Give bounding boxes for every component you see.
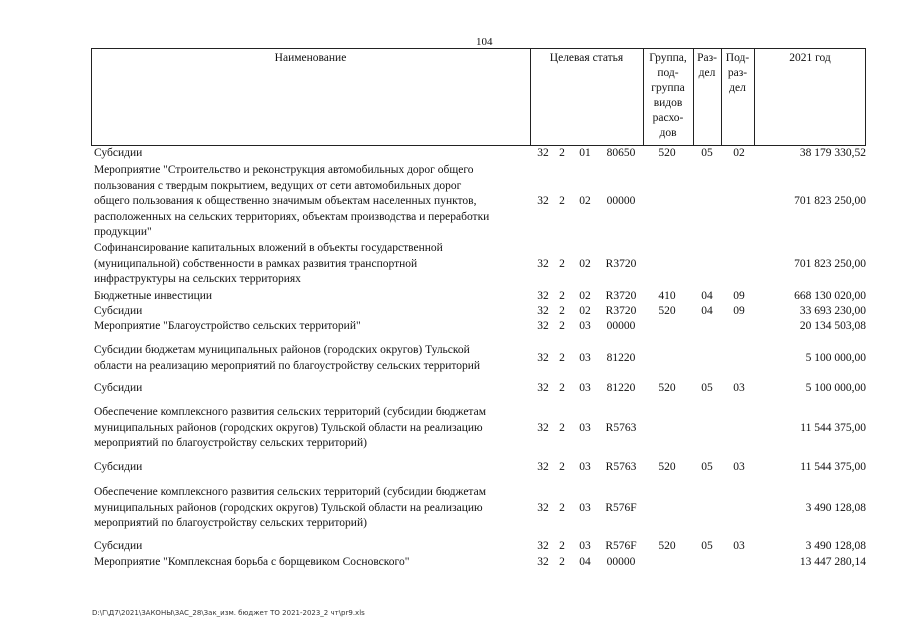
- file-path: D:\Г\Д7\2021\ЗАКОНЫ\ЗАС_28\Зак_изм. бюджет ТО 2021-2023_2 чт\pr9.xls: [92, 609, 365, 617]
- header-year: 2021 год: [789, 52, 831, 64]
- cell-c2: 2: [559, 320, 565, 332]
- cell-grp: 410: [658, 290, 676, 302]
- row-name-line: (муниципальной) собственности в рамках развития транспортной: [94, 257, 418, 270]
- row-name: [94, 405, 524, 452]
- row-name-line: инфраструктуры на сельских территориях: [94, 273, 301, 285]
- cell-c4: 81220: [606, 382, 636, 394]
- cell-c1: 32: [537, 305, 549, 317]
- header-name: Наименование: [274, 52, 347, 64]
- row-name: [94, 304, 524, 320]
- table-row: [91, 163, 866, 241]
- cell-c4: 00000: [606, 195, 636, 207]
- row-name-line: Субсидии: [94, 382, 143, 394]
- header-line: расхо-: [652, 112, 684, 124]
- cell-c4: R5763: [605, 421, 637, 434]
- cell-sub: 03: [733, 461, 745, 473]
- row-name-line: расположенных на сельских территориях, объектам производства и переработки: [94, 210, 490, 223]
- cell-amount: 33 693 230,00: [799, 305, 866, 317]
- cell-c2: 2: [559, 305, 565, 317]
- cell-c3: 02: [579, 257, 591, 270]
- cell-c1: 32: [537, 556, 549, 568]
- cell-sec: 05: [701, 147, 713, 159]
- cell-c4: R3720: [605, 290, 637, 302]
- cell-c2: 2: [559, 421, 565, 434]
- cell-grp: 520: [658, 540, 676, 552]
- cell-sec: 05: [701, 382, 713, 394]
- cell-amount: 701 823 250,00: [794, 257, 866, 270]
- row-name-line: Бюджетные инвестиции: [94, 290, 213, 302]
- cell-c4: 81220: [606, 351, 636, 364]
- cell-c4: R576F: [605, 540, 637, 552]
- row-name: [94, 381, 524, 397]
- cell-c1: 32: [537, 501, 549, 514]
- cell-c3: 02: [579, 290, 591, 302]
- cell-c1: 32: [537, 147, 549, 159]
- cell-c2: 2: [559, 461, 565, 473]
- cell-sub: 09: [733, 305, 745, 317]
- cell-c3: 02: [579, 305, 591, 317]
- header-line: Группа,: [649, 52, 687, 64]
- header-line: дел: [729, 82, 746, 94]
- row-name: [94, 146, 524, 162]
- table-row: [91, 241, 866, 288]
- header-section: [693, 51, 721, 81]
- row-name: [94, 555, 524, 571]
- header-line: видов: [653, 97, 683, 109]
- row-name-line: общего пользования к общественно значимым объектам населенных пунктов,: [94, 195, 477, 207]
- row-name-line: Субсидии: [94, 461, 143, 473]
- cell-c3: 03: [579, 540, 591, 552]
- cell-grp: 520: [658, 305, 676, 317]
- cell-c3: 01: [579, 147, 591, 159]
- cell-sec: 04: [701, 305, 713, 317]
- cell-amount: 5 100 000,00: [805, 351, 866, 364]
- cell-c1: 32: [537, 540, 549, 552]
- cell-c1: 32: [537, 421, 549, 434]
- row-name-line: Субсидии: [94, 540, 143, 552]
- header-line: дел: [698, 67, 716, 79]
- cell-amount: 5 100 000,00: [805, 382, 866, 394]
- cell-c1: 32: [537, 351, 549, 364]
- row-name: [94, 485, 524, 532]
- row-name: [94, 343, 524, 374]
- cell-grp: 520: [658, 147, 676, 159]
- header-line: группа: [651, 82, 685, 94]
- table-row: [91, 485, 866, 532]
- cell-c2: 2: [559, 540, 565, 552]
- cell-c2: 2: [559, 147, 565, 159]
- header-subsection: [721, 51, 754, 96]
- cell-c2: 2: [559, 556, 565, 568]
- table-row: [91, 555, 866, 571]
- table-row: [91, 539, 866, 555]
- cell-grp: 520: [658, 382, 676, 394]
- row-name: [94, 241, 524, 288]
- cell-c4: 00000: [606, 556, 636, 568]
- cell-amount: 11 544 375,00: [800, 461, 866, 473]
- table-row: [91, 460, 866, 476]
- row-name-line: Мероприятие "Благоустройство сельских территорий": [94, 320, 361, 332]
- row-name-line: Субсидии: [94, 147, 143, 159]
- row-name-line: Мероприятие "Комплексная борьба с борщевиком Сосновского": [94, 556, 410, 568]
- cell-c4: 00000: [606, 320, 636, 332]
- cell-amount: 3 490 128,08: [805, 501, 866, 514]
- cell-grp: 520: [658, 461, 676, 473]
- cell-amount: 701 823 250,00: [794, 195, 866, 207]
- cell-c3: 03: [579, 320, 591, 332]
- cell-c4: 80650: [606, 147, 636, 159]
- row-name-line: области на реализацию мероприятий по благоустройству сельских территорий: [94, 359, 481, 372]
- cell-amount: 13 447 280,14: [799, 556, 866, 568]
- header-line: Под-: [725, 52, 750, 64]
- table-row: [91, 343, 866, 374]
- row-name-line: Софинансирование капитальных вложений в объекты государственной: [94, 242, 443, 254]
- cell-sub: 09: [733, 290, 745, 302]
- row-name-line: Мероприятие "Строительство и реконструкция автомобильных дорог общего: [94, 164, 474, 176]
- cell-c4: R3720: [605, 305, 637, 317]
- cell-c2: 2: [559, 351, 565, 364]
- table-row: [91, 304, 866, 320]
- table-row: [91, 289, 866, 305]
- row-name: [94, 163, 524, 241]
- cell-sec: 05: [701, 461, 713, 473]
- table-row: [91, 319, 866, 335]
- row-name-line: пользования с твердым покрытием, ведущих от сети автомобильных дорог: [94, 179, 462, 192]
- cell-c3: 03: [579, 501, 591, 514]
- header-line: под-: [657, 67, 679, 79]
- row-name: [94, 460, 524, 476]
- cell-amount: 11 544 375,00: [800, 421, 866, 434]
- header-target: Целевая статья: [549, 52, 624, 64]
- row-name-line: продукции": [94, 226, 152, 238]
- cell-c3: 03: [579, 421, 591, 434]
- cell-amount: 3 490 128,08: [805, 540, 866, 552]
- header-line: раз-: [727, 67, 748, 79]
- cell-c4: R576F: [605, 501, 637, 514]
- row-name-line: Обеспечение комплексного развития сельских территорий (субсидии бюджетам: [94, 486, 486, 498]
- cell-c3: 02: [579, 195, 591, 207]
- cell-c2: 2: [559, 501, 565, 514]
- row-name-line: муниципальных районов (городских округов) Тульской области на реализацию: [94, 421, 483, 434]
- cell-sub: 03: [733, 540, 745, 552]
- cell-c1: 32: [537, 257, 549, 270]
- row-name-line: муниципальных районов (городских округов) Тульской области на реализацию: [94, 501, 483, 514]
- cell-c2: 2: [559, 382, 565, 394]
- table-row: [91, 405, 866, 452]
- row-name: [94, 289, 524, 305]
- row-name: [94, 539, 524, 555]
- cell-c2: 2: [559, 257, 565, 270]
- table-row: [91, 146, 866, 162]
- cell-c1: 32: [537, 382, 549, 394]
- cell-sec: 05: [701, 540, 713, 552]
- cell-c3: 03: [579, 351, 591, 364]
- cell-c1: 32: [537, 320, 549, 332]
- cell-c4: R5763: [605, 461, 637, 473]
- row-name: [94, 319, 524, 335]
- row-name-line: мероприятий по благоустройству сельских территорий): [94, 517, 367, 529]
- cell-amount: 668 130 020,00: [794, 290, 866, 302]
- row-name-line: мероприятий по благоустройству сельских территорий): [94, 437, 367, 449]
- cell-c3: 03: [579, 461, 591, 473]
- table-row: [91, 381, 866, 397]
- cell-c4: R3720: [605, 257, 637, 270]
- cell-sub: 03: [733, 382, 745, 394]
- cell-c1: 32: [537, 461, 549, 473]
- cell-c1: 32: [537, 290, 549, 302]
- row-name-line: Обеспечение комплексного развития сельских территорий (субсидии бюджетам: [94, 406, 486, 418]
- header-line: Раз-: [697, 52, 717, 64]
- row-name-line: Субсидии бюджетам муниципальных районов (городских округов) Тульской: [94, 344, 470, 356]
- page-number: 104: [476, 36, 493, 48]
- cell-amount: 38 179 330,52: [799, 147, 866, 159]
- cell-sec: 04: [701, 290, 713, 302]
- cell-c3: 03: [579, 382, 591, 394]
- cell-amount: 20 134 503,08: [799, 320, 866, 332]
- header-group: [643, 51, 693, 141]
- cell-c1: 32: [537, 195, 549, 207]
- row-name-line: Субсидии: [94, 305, 143, 317]
- cell-c3: 04: [579, 556, 591, 568]
- cell-c2: 2: [559, 290, 565, 302]
- header-line: дов: [659, 127, 677, 139]
- cell-sub: 02: [733, 147, 745, 159]
- cell-c2: 2: [559, 195, 565, 207]
